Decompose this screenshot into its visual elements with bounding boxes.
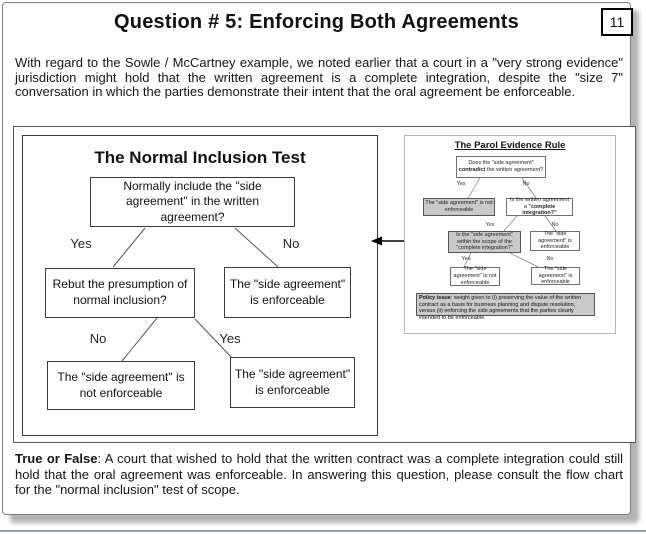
inclusion-no-label-1: No <box>282 236 300 251</box>
parol-not-enforceable-bottom-box: The "side agreement" is not enforceable <box>450 267 500 286</box>
inclusion-chart-title: The Normal Inclusion Test <box>94 148 306 167</box>
inclusion-yes-label-1: Yes <box>70 236 92 251</box>
inclusion-yes-label-2: Yes <box>219 331 241 346</box>
parol-policy-box <box>416 293 595 321</box>
diagram-container <box>13 126 636 443</box>
parol-no-label-2: No <box>551 222 559 228</box>
parol-root-text: Does the "side agreement" contradict the written agreement? <box>458 160 544 173</box>
parol-integration-text: Is the written agreement a "complete integration?" <box>509 196 569 217</box>
parol-yes-label-3: Yes <box>461 256 471 262</box>
question-paragraph <box>15 451 623 498</box>
policy-issue-label: Policy issue <box>419 295 451 301</box>
parol-no-label-1: No <box>522 181 530 187</box>
parol-root-box <box>456 156 546 178</box>
window-bottom-edge <box>0 530 646 532</box>
question-text: : A court that wished to hold that the written contract was a complete integration could still hold that the oral agreement was enforceable. In answering this question, please consult the flow chart for the "normal inclusion" test of scope. <box>15 451 623 497</box>
parol-scope-box: Is the "side agreement" within the scope of the "complete integration?" <box>448 231 521 253</box>
policy-issue-text: : weight given to (i) preserving the value of the written contract as a basis for business planning and dispute resolution, versus (ii) enforcing the side agreements that the parties clearly intended to be enforceable. <box>419 295 582 321</box>
true-or-false-label: True or False <box>15 451 98 466</box>
parol-yes-label-1: Yes <box>456 181 466 187</box>
page-number: 11 <box>609 14 625 30</box>
parol-evidence-chart <box>404 135 616 334</box>
inclusion-not-enforceable-box: The "side agreement" is not enforceable <box>47 361 195 410</box>
normal-inclusion-chart <box>22 135 378 436</box>
slide-page <box>2 2 631 515</box>
parol-no-label-3: No <box>546 256 554 262</box>
parol-yes-label-2: Yes <box>485 222 495 228</box>
slide-title: Question # 5: Enforcing Both Agreements <box>114 11 519 33</box>
inclusion-enforceable-bottom-box: The "side agreement" is enforceable <box>230 357 355 408</box>
page-number-box <box>601 8 633 36</box>
parol-integration-box <box>506 198 573 216</box>
parol-enforceable-bottom-box: The "side agreement" is enforceable <box>531 267 580 285</box>
intro-paragraph: With regard to the Sowle / McCartney example, we noted earlier that a court in a "very strong evidence" jurisdiction might hold that the written agreement is a complete integration, despite the "size 7" conversation in which the parties demonstrate their intent that the oral agreement be enforceable. <box>15 55 623 100</box>
parol-enforceable-mid-box: The "side agreement" is enforceable <box>530 231 580 251</box>
parol-chart-title: The Parol Evidence Rule <box>454 140 566 151</box>
inclusion-enforceable-right-box: The "side agreement" is enforceable <box>224 267 351 318</box>
inclusion-root-box: Normally include the "side agreement" in the written agreement? <box>90 177 295 227</box>
parol-not-enforceable-top-box: The "side agreement" is not enforceable <box>423 198 495 216</box>
inclusion-rebut-box: Rebut the presumption of normal inclusion? <box>45 268 195 318</box>
inclusion-no-label-2: No <box>89 331 107 346</box>
